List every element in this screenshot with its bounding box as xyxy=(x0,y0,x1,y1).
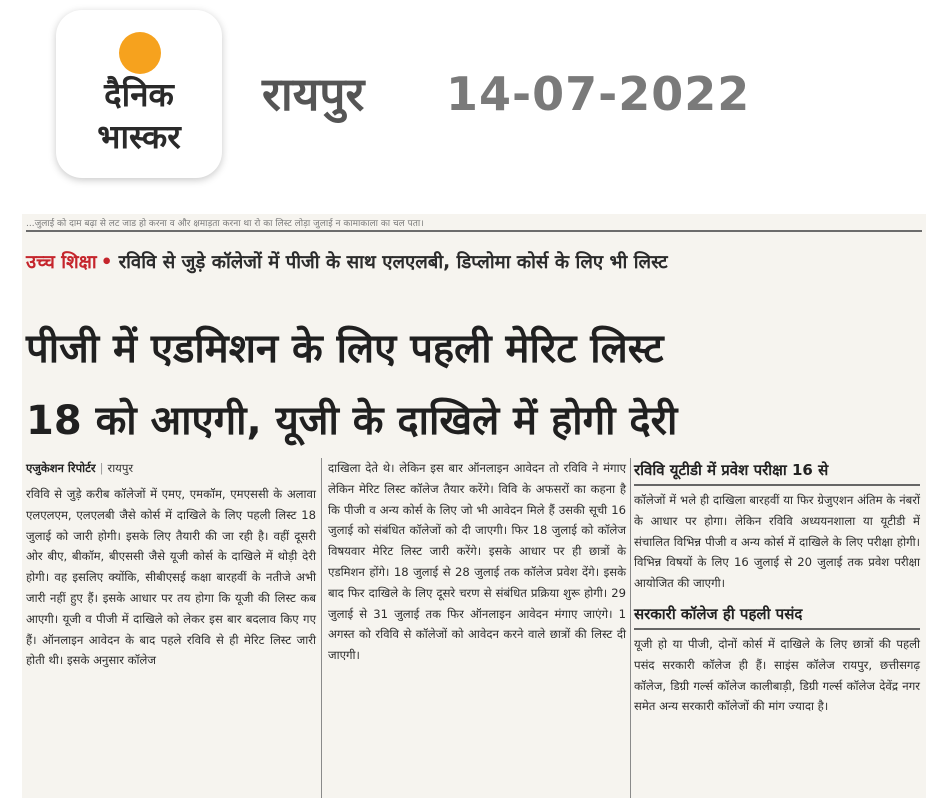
article-column-1 xyxy=(26,458,316,671)
kicker xyxy=(26,250,668,276)
sun-icon xyxy=(119,32,161,74)
byline-role: एजुकेशन रिपोर्टर xyxy=(26,461,96,475)
headline-line-1: पीजी में एडमिशन के लिए पहली मेरिट लिस्ट xyxy=(26,326,664,372)
subheading-govt-college: सरकारी कॉलेज ही पहली पसंद xyxy=(634,602,920,630)
headline-line-2: 18 को आएगी, यूजी के दाखिले में होगी देरी xyxy=(26,398,678,444)
logo-text-line1: दैनिक xyxy=(104,75,174,114)
bullet-icon: • xyxy=(100,252,113,273)
kicker-tag: उच्च शिक्षा xyxy=(26,252,97,273)
subheading-entrance-exam: रविवि यूटीडी में प्रवेश परीक्षा 16 से xyxy=(634,458,920,486)
newspaper-clipping xyxy=(22,214,926,798)
byline-separator: | xyxy=(99,461,104,475)
column-3-text-2: यूजी हो या पीजी, दोनों कोर्स में दाखिले के लिए छात्रों की पहली पसंद सरकारी कॉलेज ही हैं। साइंस कॉलेज रायपुर, छत्तीसगढ़ कॉलेज, डिग्री गर्ल्स कॉलेज कालीबाड़ी, डिग्री गर्ल्स कॉलेज देवेंद्र नगर समेत अन्य सरकारी कॉलेजों की मांग ज्यादा है। xyxy=(634,636,920,714)
article-column-3 xyxy=(634,458,920,717)
byline-city: रायपुर xyxy=(107,461,134,475)
cut-text-strip: ...जुलाई को दाम बढ़ा से लट जाड हो करना व और क्षमाड़ता करना था रो का लिस्ट लोड़ा जुलाई न कामाकाला का चल पता। xyxy=(26,216,922,232)
kicker-text: रविवि से जुड़े कॉलेजों में पीजी के साथ एलएलबी, डिप्लोमा कोर्स के लिए भी लिस्ट xyxy=(118,252,668,273)
column-divider xyxy=(630,458,631,798)
logo-text-line2: भास्कर xyxy=(97,117,181,156)
column-2-text: दाखिला देते थे। लेकिन इस बार ऑनलाइन आवेदन तो रविवि ने मंगाए लेकिन मेरिट लिस्ट कॉलेज तैयार करेंगे। विवि के अफसरों का कहना है कि पीजी व अन्य कोर्स के लिए जो भी आवेदन मिले हैं उसकी सूची 16 जुलाई को संबंधित कॉलेजों को दी जाएगी। फिर 18 जुलाई को कॉलेज विषयवार मेरिट लिस्ट जारी करेंगे। इसके आधार पर ही छात्रों के एडमिशन होंगे। 18 जुलाई से 28 जुलाई तक कॉलेज प्रवेश देंगे। इसके बाद फिर दाखिले के लिए दूसरे चरण से संबंधित प्रक्रिया शुरू होगी। 29 जुलाई से 31 जुलाई तक फिर ऑनलाइन आवेदन मंगाए जाएंगे। 1 अगस्त को रविवि से कॉलेजों को आवेदन करने वाले छात्रों की लिस्ट दी जाएगी। xyxy=(328,461,626,663)
edition-date: 14-07-2022 xyxy=(446,67,751,121)
article-column-2 xyxy=(328,458,626,666)
byline xyxy=(26,458,316,478)
column-divider xyxy=(321,458,322,798)
edition-city: रायपुर xyxy=(262,67,365,121)
column-3-text-1: कॉलेजों में भले ही दाखिला बारहवीं या फिर ग्रेजुएशन अंतिम के नंबरों के आधार पर होगा। लेकिन रविवि अध्ययनशाला या यूटीडी में संचालित विभिन्न पीजी व अन्य कोर्स में दाखिले के लिए परीक्षा होगी। विभिन्न विषयों के लिए 16 जुलाई से 20 जुलाई तक प्रवेश परीक्षा आयोजित की जाएगी। xyxy=(634,493,920,591)
column-1-text: रविवि से जुड़े करीब कॉलेजों में एमए, एमकॉम, एमएससी के अलावा एलएलएम, एलएलबी जैसे कोर्स में दाखिले के लिए पहली लिस्ट 18 जुलाई को जारी होगी। इसके लिए तैयारी की जा रही है। वहीं दूसरी ओर बीए, बीकॉम, बीएससी जैसे यूजी कोर्स के दाखिले में थोड़ी देरी होगी। वह इसलिए क्योंकि, सीबीएसई कक्षा बारहवीं के नतीजे अभी जारी नहीं हुए हैं। इसके आधार पर तय होगा कि यूजी की लिस्ट कब आएगी। यूजी व पीजी में दाखिले को लेकर इस बार बदलाव किए गए हैं। ऑनलाइन आवेदन के बाद पहले रविवि से ही मेरिट लिस्ट जारी होती थी। इसके अनुसार कॉलेज xyxy=(26,487,316,668)
dainik-bhaskar-logo xyxy=(56,10,222,178)
